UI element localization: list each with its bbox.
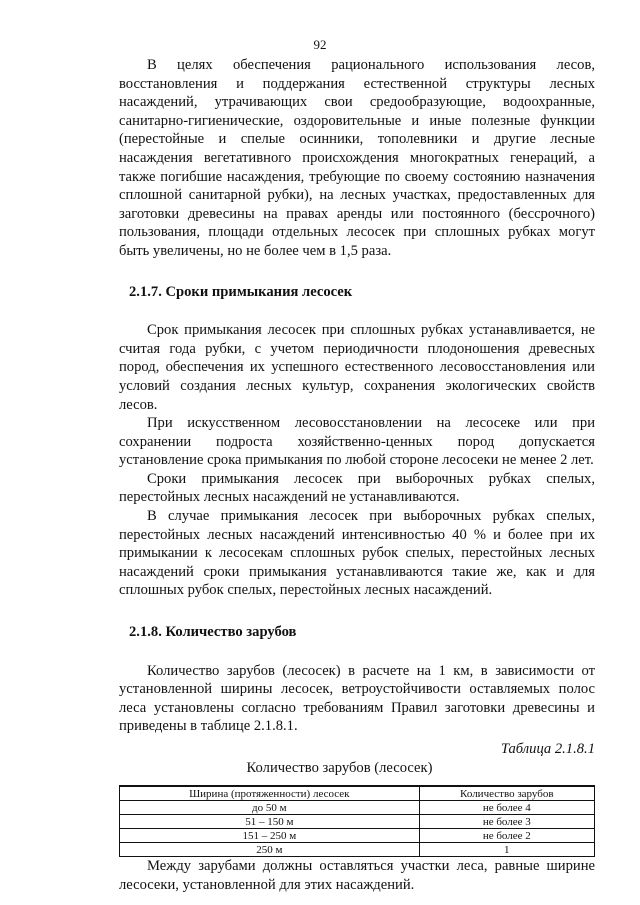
table-title: Количество зарубов (лесосек) <box>246 760 433 776</box>
section-217-paragraph-1: Срок примыкания лесосек при сплошных рубках устанавливается, не считая года рубки, с учетом периодичности плодоношения древесных пород, обеспечения их успешного естественного лесовосстановления или условий создания лесных культур, сохранения экологических свойств лесов. <box>119 322 595 413</box>
section-217-heading-wrap <box>119 283 595 302</box>
table-cell-width: 250 м <box>120 843 420 857</box>
table-row <box>120 801 595 815</box>
table-cell-count: 1 <box>419 843 594 857</box>
table-row <box>120 815 595 829</box>
document-body <box>119 56 595 894</box>
table-cell-count: не более 3 <box>419 815 594 829</box>
cuts-table <box>119 785 595 857</box>
table-cell-width: 51 – 150 м <box>120 815 420 829</box>
closing-paragraph: Между зарубами должны оставляться участки леса, равные ширине лесосеки, установленной для этих насаждений. <box>119 858 595 893</box>
section-217-heading: 2.1.7. Сроки примыкания лесосек <box>129 283 353 300</box>
table-cell-width: до 50 м <box>120 801 420 815</box>
section-217-paragraph-4: В случае примыкания лесосек при выборочных рубках спелых, перестойных лесных насаждений интенсивностью 40 % и более при их примыкании к лесосекам сплошных рубок спелых, перестойных лесных насаждений сроки примыкания устанавливаются такие же, как и для сплошных рубок спелых, перестойных лесных насаждений. <box>119 508 595 599</box>
table-cell-width: 151 – 250 м <box>120 829 420 843</box>
intro-paragraph: В целях обеспечения рационального использования лесов, восстановления и поддержания естественной структуры лесных насаждений, утрачивающих свои средообразующие, водоохранные, санитарно-гигиенические, оздоровительные и иные полезные функции (перестойные и спелые осинники, тополевники и другие лесные насаждения вегетативного происхождения многократных генераций, а также погибшие насаждения, требующие по своему состоянию назначения сплошной санитарной рубки), на лесных участках, предоставленных для заготовки древесины на правах аренды или постоянного (бессрочного) пользования, площади отдельных лесосек при сплошных рубках могут быть увеличены, но не более чем в 1,5 раза. <box>119 57 595 259</box>
table-cell-count: не более 2 <box>419 829 594 843</box>
page-number: 92 <box>313 37 327 52</box>
section-217-paragraph-3: Сроки примыкания лесосек при выборочных рубках спелых, перестойных лесных насаждений не устанавливаются. <box>119 470 595 506</box>
table-cell-count: не более 4 <box>419 801 594 815</box>
section-218-paragraph: Количество зарубов (лесосек) в расчете на 1 км, в зависимости от установленной ширины лесосек, ветроустойчивости оставляемых полос леса установлены согласно требованиям Правил заготовки древесины и приведены в таблице 2.1.8.1. <box>119 662 595 735</box>
section-218-heading-wrap <box>119 623 595 642</box>
table-row <box>120 843 595 857</box>
table-header-width: Ширина (протяженности) лесосек <box>120 786 420 801</box>
table-header-row <box>120 786 595 801</box>
table-header-count: Количество зарубов <box>419 786 594 801</box>
section-217-paragraph-2: При искусственном лесовосстановлении на лесосеке или при сохранении подроста хозяйственно-ценных пород допускается установление срока примыкания по любой стороне лесосеки не менее 2 лет. <box>119 415 595 469</box>
section-218-heading: 2.1.8. Количество зарубов <box>129 624 297 641</box>
table-row <box>120 829 595 843</box>
table-label: Таблица 2.1.8.1 <box>500 741 595 757</box>
